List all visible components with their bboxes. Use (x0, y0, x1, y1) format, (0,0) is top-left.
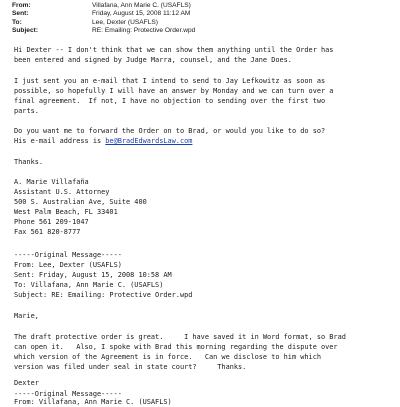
body-line: parts. (14, 107, 39, 115)
header-sent-value: Friday, August 15, 2008 11:12 AM (92, 10, 191, 18)
original-to: To: Villafana, Ann Marie C. (USAFLS) (14, 281, 164, 289)
header-subject (12, 27, 392, 35)
signature-name: A. Marie Villafaña (14, 178, 89, 186)
original-message-divider: -----Original Message----- (14, 251, 122, 259)
email-header (12, 2, 392, 36)
body-thanks: Thanks. (14, 158, 44, 166)
email-address-line (14, 136, 192, 146)
original-from: From: Villafana, Ann Marie C. (USAFLS) (14, 398, 172, 406)
header-from (12, 2, 392, 10)
signature-phone: Phone 561 209-1047 (14, 218, 89, 226)
original-sent: Sent: Friday, August 15, 2008 10:58 AM (14, 271, 172, 279)
header-to (12, 19, 392, 27)
original-body-line: which version of the Agreement is in force. Can we disclose to him which (14, 353, 321, 361)
original-signoff: Dexter (14, 379, 39, 387)
body-line: final agreement. If not, I have no objection to sending over the first two (14, 97, 326, 105)
original-body-line: version was filed under seal in state court? Thanks. (14, 363, 247, 371)
original-from: From: Lee, Dexter (USAFLS) (14, 261, 122, 269)
signature-fax: Fax 561 820-8777 (14, 228, 81, 236)
signature-address: 500 S. Australian Ave, Suite 400 (14, 198, 147, 206)
header-sent-label: Sent: (12, 10, 29, 18)
original-body-line: The draft protective order is great. I have saved it in Word format, so Brad (14, 333, 346, 341)
body-line: I just sent you an e-mail that I intend to send to Jay Lefkowitz as soon as (14, 77, 326, 85)
body-line: Do you want me to forward the Order on to Brad, or would you like to do so? (14, 127, 326, 135)
signature-address: West Palm Beach, FL 33401 (14, 208, 118, 216)
signature-title: Assistant U.S. Attorney (14, 188, 110, 196)
header-subject-label: Subject: (12, 27, 39, 35)
header-to-label: To: (12, 18, 22, 26)
body-line: possible, so hopefully I will have an answer by Monday and we can turn over a (14, 87, 334, 95)
email-address-link[interactable]: be@BradEdwardsLaw.com (105, 137, 193, 145)
header-sent (12, 10, 392, 18)
header-from-value: Villafana, Ann Marie C. (USAFLS) (92, 2, 191, 9)
body-line: Hi Dexter -- I don't think that we can show them anything until the Order has (14, 46, 334, 54)
email-address-prefix: His e-mail address is (14, 137, 106, 145)
original-subject: Subject: RE: Emailing: Protective Order.wpd (14, 291, 193, 299)
header-subject-value: RE: Emailing: Protective Order.wpd (92, 27, 196, 35)
header-to-value: Lee, Dexter (USAFLS) (92, 18, 158, 26)
original-salutation: Marie, (14, 312, 39, 320)
body-line: been entered and signed by Judge Marra, counsel, and the Jane Does. (14, 56, 292, 64)
original-message-divider: -----Original Message----- (14, 390, 122, 398)
header-from-label: From: (12, 2, 31, 9)
original-body-line: can open it. Also, I spoke with Brad this morning regarding the dispute over (14, 343, 338, 351)
